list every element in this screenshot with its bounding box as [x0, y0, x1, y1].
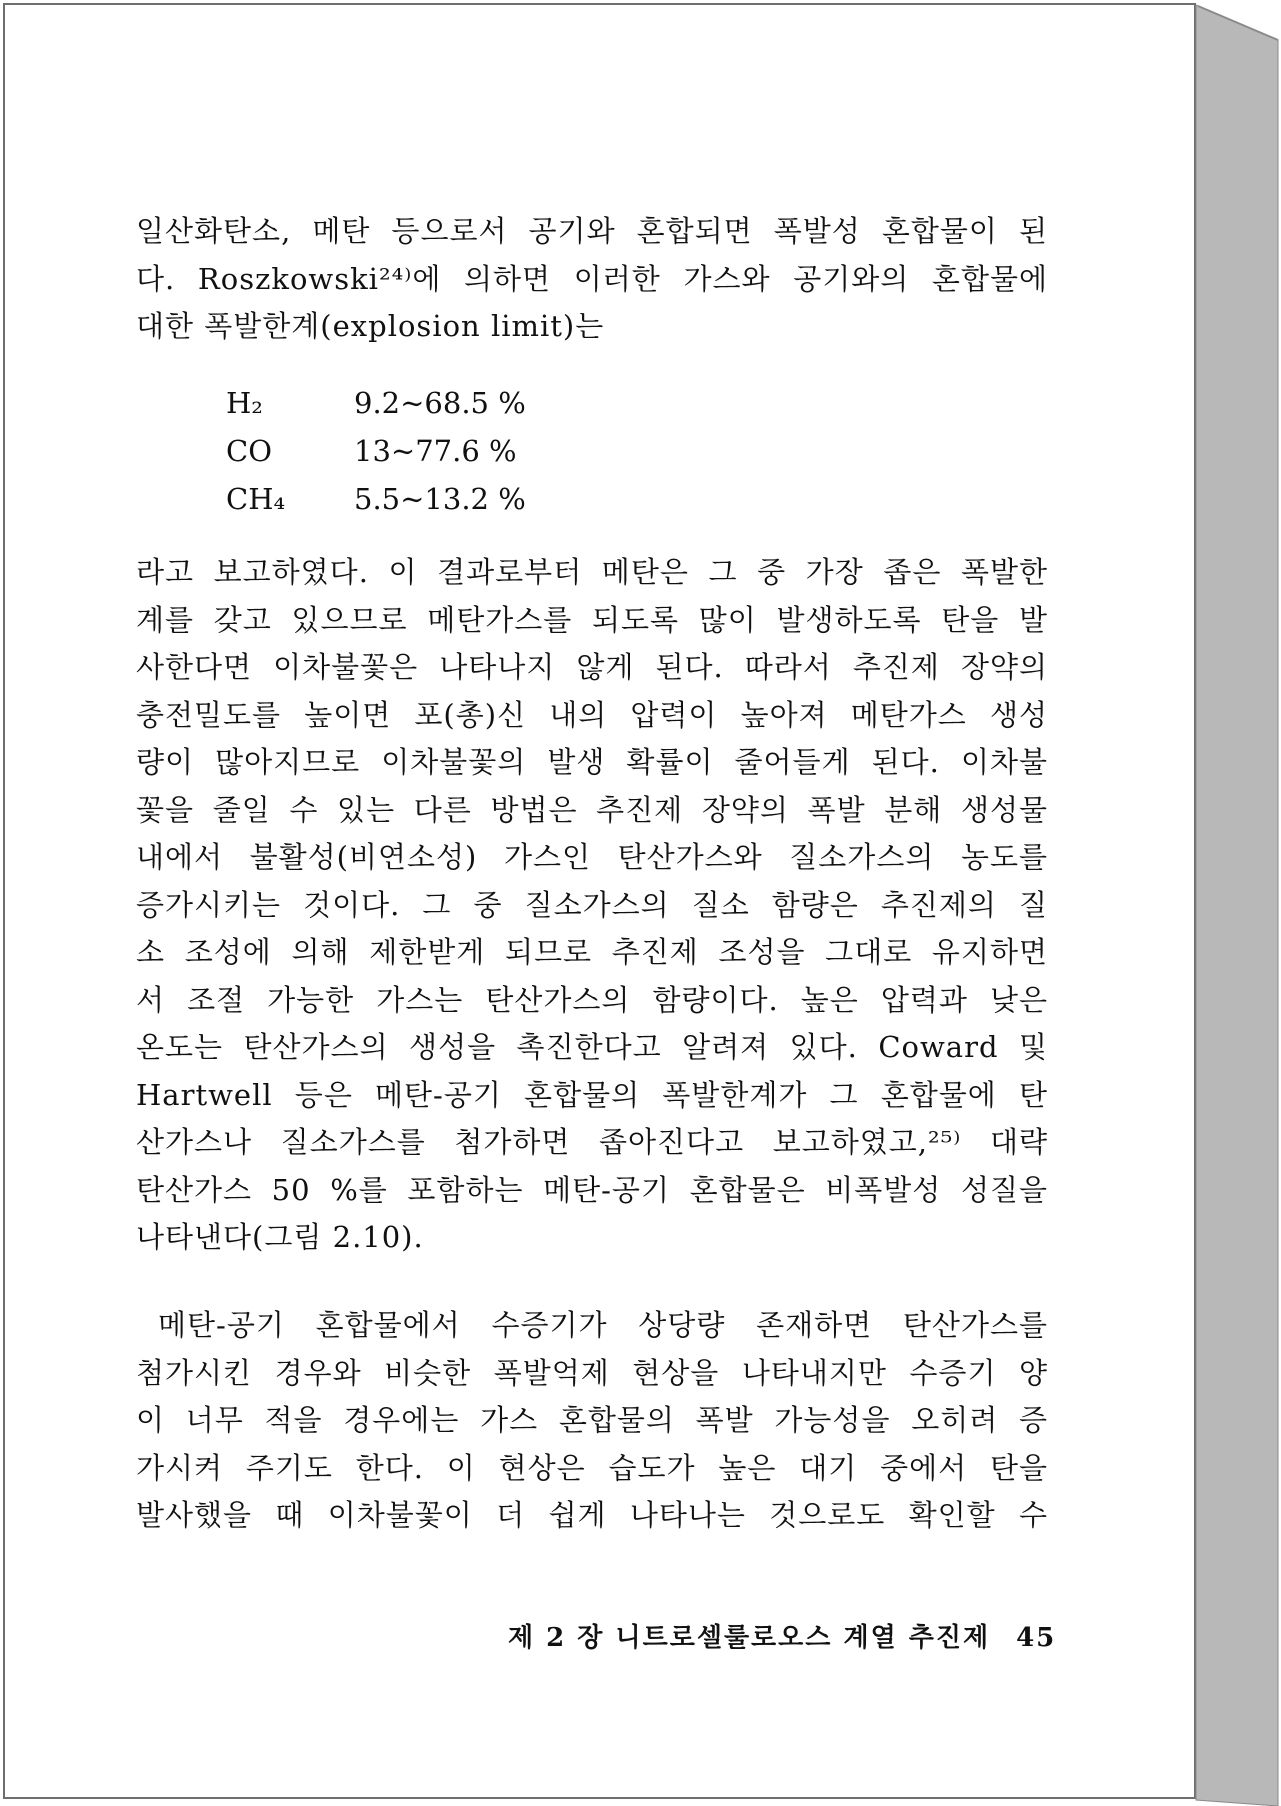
text-line: 일산화탄소, 메탄 등으로서 공기와 혼합되면 폭발성 혼합물이 된 — [136, 214, 1048, 248]
text-line: 산가스나 질소가스를 첨가하면 좁아진다고 보고하였고,²⁵⁾ 대략 — [136, 1125, 1048, 1159]
page-number: 45 — [1016, 1623, 1057, 1653]
text-line: 꽃을 줄일 수 있는 다른 방법은 추진제 장약의 폭발 분해 생성물 — [136, 792, 1048, 827]
text-line: 첨가시킨 경우와 비슷한 폭발억제 현상을 나타내지만 수증기 양 — [136, 1355, 1048, 1390]
text-line: 계를 갖고 있으므로 메탄가스를 되도록 많이 발생하도록 탄을 발 — [136, 602, 1048, 637]
gas-name: H₂ — [226, 386, 263, 420]
text-line: 내에서 불활성(비연소성) 가스인 탄산가스와 질소가스의 농도를 — [136, 840, 1048, 874]
page-footer — [508, 1617, 1056, 1654]
text-line: 가시켜 주기도 한다. 이 현상은 습도가 높은 대기 중에서 탄을 — [136, 1450, 1048, 1485]
limit-range: 5.5∼13.2 % — [354, 482, 526, 516]
text-line: Hartwell 등은 메탄-공기 혼합물의 폭발한계가 그 혼합물에 탄 — [136, 1077, 1048, 1112]
text-line: 메탄-공기 혼합물에서 수증기가 상당량 존재하면 탄산가스를 — [158, 1308, 1048, 1342]
text-line: 나타낸다(그림 2.10). — [136, 1220, 424, 1254]
paragraph-main — [136, 549, 1048, 1262]
text-line: 량이 많아지므로 이차불꽃의 발생 확률이 줄어들게 된다. 이차불 — [136, 745, 1048, 779]
text-line: 다. Roszkowski²⁴⁾에 의하면 이러한 가스와 공기와의 혼합물에 — [136, 261, 1048, 296]
text-line: 서 조절 가능한 가스는 탄산가스의 함량이다. 높은 압력과 낮은 — [136, 982, 1048, 1017]
text-line: 사한다면 이차불꽃은 나타나지 않게 된다. 따라서 추진제 장약의 — [136, 650, 1048, 684]
limit-row-h2 — [226, 379, 526, 427]
page-thickness-edge — [1196, 5, 1278, 1806]
paragraph-water-vapor — [136, 1302, 1048, 1540]
text-line: 발사했을 때 이차불꽃이 더 쉽게 나타나는 것으로도 확인할 수 — [136, 1498, 1048, 1532]
gas-name: CO — [226, 434, 272, 468]
text-line: 라고 보고하였다. 이 결과로부터 메탄은 그 중 가장 좁은 폭발한 — [136, 555, 1048, 589]
chapter-title: 제 2 장 니트로셀룰로오스 계열 추진제 — [508, 1623, 991, 1653]
limit-range: 13∼77.6 % — [354, 434, 517, 468]
text-line: 이 너무 적을 경우에는 가스 혼합물의 폭발 가능성을 오히려 증 — [136, 1403, 1048, 1437]
gas-name: CH₄ — [226, 482, 286, 516]
text-line: 소 조성에 의해 제한받게 되므로 추진제 조성을 그대로 유지하면 — [136, 935, 1048, 969]
limit-range: 9.2∼68.5 % — [354, 386, 526, 420]
explosion-limits-table — [226, 379, 526, 523]
text-line: 탄산가스 50 %를 포함하는 메탄-공기 혼합물은 비폭발성 성질을 — [136, 1172, 1048, 1207]
text-line: 대한 폭발한계(explosion limit)는 — [136, 309, 605, 343]
paragraph-intro — [136, 208, 1048, 351]
text-line: 온도는 탄산가스의 생성을 촉진한다고 알려져 있다. Coward 및 — [136, 1030, 1048, 1064]
text-line: 충전밀도를 높이면 포(총)신 내의 압력이 높아져 메탄가스 생성 — [136, 697, 1048, 732]
text-line: 증가시키는 것이다. 그 중 질소가스의 질소 함량은 추진제의 질 — [136, 887, 1048, 922]
limit-row-co — [226, 427, 526, 475]
limit-row-ch4 — [226, 475, 526, 523]
